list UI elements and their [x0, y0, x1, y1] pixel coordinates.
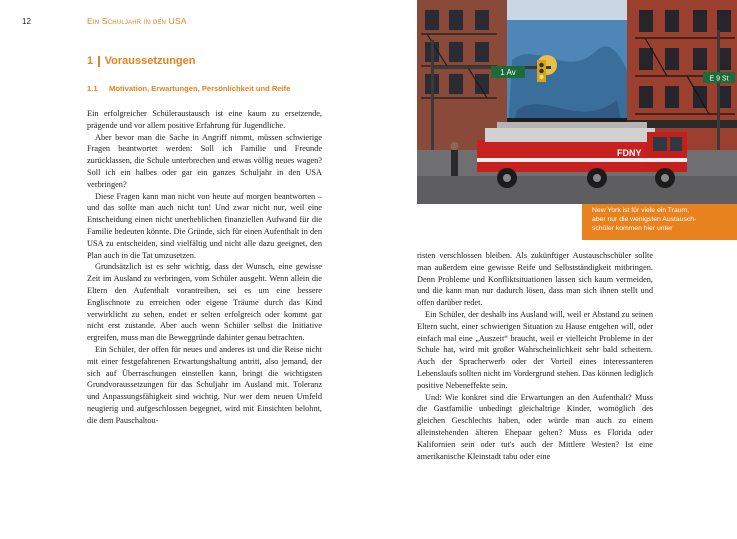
section-heading	[87, 55, 196, 67]
section-title: Voraussetzungen	[104, 55, 196, 67]
paragraph: Und: Wie konkret sind die Erwartungen an den Aufenthalt? Muss die Gastfamilie unbedingt gleichaltrige Kinder, womöglich des gleichen Geschlechts haben, oder würde man auch zu einem alleinstehenden älteren Ehepaar gehen? Muss es Florida oder Kalifornien sein oder tut's auch der Mittlere Westen? Ist eine amerikanische Kleinstadt tabu oder eine	[417, 392, 653, 461]
subsection-heading	[87, 84, 290, 93]
paragraph: risten verschlossen bleiben. Als zukünftiger Austauschschüler sollte man außerdem eine gewisse Reife und Selbstständigkeit mitbringen. Denn Probleme und Konfliktsituationen lassen sich kaum vermeiden, und die kann man nur dadurch lösen, dass man sich ihnen stellt und offen darüber redet.	[417, 251, 653, 308]
truck-lettering: FDNY	[617, 148, 642, 158]
section-divider	[98, 56, 100, 67]
paragraph: Aber bevor man die Sache in Angriff nimmt, müssen schwierige Fragen beantwortet werden: Soll ich Familie und Freunde zurücklassen, die Schule unterbrechen und etwas völlig neues wagen? Soll ich ein halbes oder gar ein ganzes Schuljahr in den USA verbringen?	[87, 132, 322, 189]
street-scene-illustration	[417, 0, 737, 204]
page-number: 12	[22, 17, 31, 26]
caption-line: aber nur die wenigsten Austausch-	[592, 215, 697, 223]
paragraph: Diese Fragen kann man nicht von heute auf morgen beantworten – und das sollte man auch nicht tun! Und zwar nicht nur, weil eine Entscheidung einen nicht unerheblichen finanziellen Aufwand für die Familie bedeuten könnte. Die Gründe, sich für einen Aufenthalt in den USA zu entscheiden, sind vielfältig und nicht alle dazu geeignet, den Plan auch in die Tat umzusetzen.	[87, 191, 322, 260]
new-york-photo	[417, 0, 737, 204]
paragraph: Ein erfolgreicher Schüleraustausch ist eine kaum zu ersetzende, prägende und vor allem positive Erfahrung für Jugendliche.	[87, 109, 322, 130]
subsection-number: 1.1	[87, 84, 98, 93]
photo-caption	[582, 204, 737, 240]
running-head: Ein Schuljahr in den USA	[87, 16, 187, 26]
right-column	[417, 250, 653, 462]
section-number: 1	[87, 55, 94, 67]
caption-line: New York ist für viele ein Traum,	[592, 207, 690, 214]
subsection-title: Motivation, Erwartungen, Persönlichkeit und Reife	[109, 84, 291, 93]
caption-line: schüler kommen hier unter	[592, 224, 673, 232]
street-sign-e9st: E 9 St	[709, 75, 729, 83]
left-column	[87, 108, 322, 427]
street-sign-1av: 1 Av	[500, 68, 516, 77]
paragraph: Grundsätzlich ist es sehr wichtig, dass der Wunsch, eine gewisse Zeit im Ausland zu verbringen, vom Schüler ausgeht. Wenn allein die Eltern den Aufenthalt vorantreiben, sei es um eine bessere Englischnote zu erreichen oder eigene Träume durch das Kind verwirklicht zu sehen, endet er selten erfolgreich oder kommt gar nicht erst zustande. Aber auch wenn Schüler selbst die Initiative ergreifen, muss man die Beweggründe dahinter genau betrachten.	[87, 262, 322, 343]
paragraph: Ein Schüler, der deshalb ins Ausland will, weil er Abstand zu seinen Eltern sucht, einer schwierigen Situation zu Hause entgehen will, oder einfach mal eine „Auszeit“ braucht, weil er vielleicht Probleme in der Schule hat, wird mit großer Wahrscheinlichkeit sehr bald scheitern. Auch der Spracherwerb oder der Vorteil eines interessanteren Lebenslaufs sollten nicht im Vordergrund stehen. Das können lediglich positive Nebeneffekte sein.	[417, 309, 653, 390]
paragraph: Ein Schüler, der offen für neues und anderes ist und die Reise nicht mit einer festgefahrenen Erwartungshaltung antritt, also jemand, der sich auf Überraschungen einstellen kann, bringt die wichtigsten Grundvoraussetzungen für das Schuljahr im Ausland mit. Toleranz und Anpassungsfähigkeit sind wichtig. Nur wer dem neuen Umfeld neugierig und aufgeschlossen begegnet, wird mit Einsichten belohnt, die dem Pauschaltou-	[87, 344, 322, 425]
